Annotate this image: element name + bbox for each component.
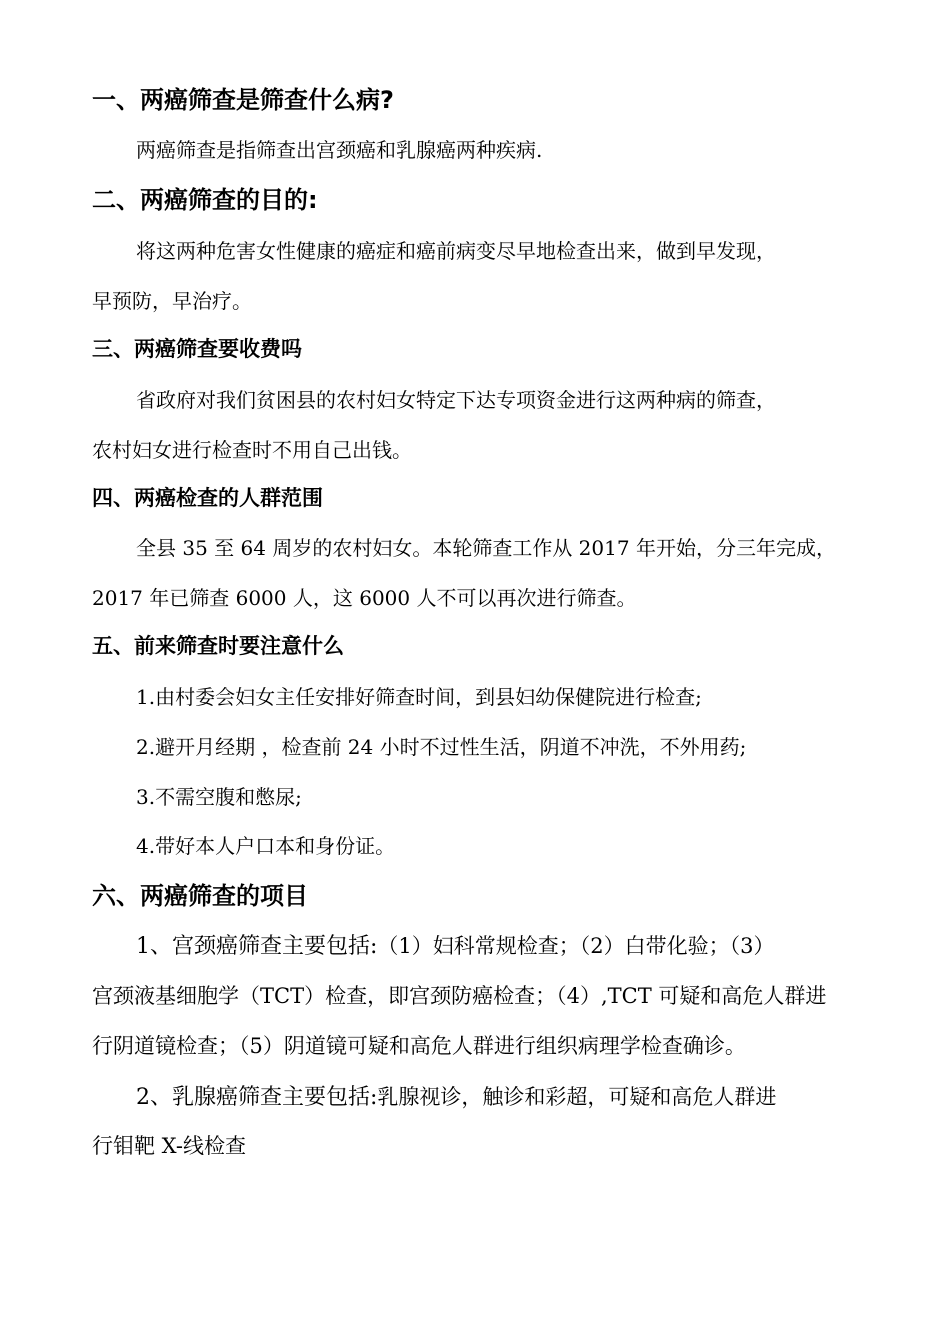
list-item: 3.不需空腹和憋尿; — [136, 785, 302, 809]
paragraph-line: 早预防，早治疗。 — [92, 289, 252, 313]
paragraph-first-line — [136, 929, 775, 960]
item-lead: 2、乳腺癌筛查主要包括: — [136, 1085, 378, 1110]
paragraph-line: 行钼靶 X-线检查 — [92, 1134, 246, 1158]
item-lead: 1、宫颈癌筛查主要包括: — [136, 934, 378, 959]
paragraph-line: 省政府对我们贫困县的农村妇女特定下达专项资金进行这两种病的筛查， — [136, 388, 776, 412]
item-rest: （1）妇科常规检查；（2）白带化验；（3） — [377, 934, 775, 958]
item-rest: 乳腺视诊，触诊和彩超，可疑和高危人群进 — [377, 1085, 777, 1109]
paragraph-first-line — [136, 1080, 776, 1111]
paragraph-line: 农村妇女进行检查时不用自己出钱。 — [92, 438, 412, 462]
paragraph-line: 两癌筛查是指筛查出宫颈癌和乳腺癌两种疾病. — [136, 138, 543, 162]
paragraph-line: 将这两种危害女性健康的癌症和癌前病变尽早地检查出来，做到早发现， — [136, 239, 776, 263]
paragraph-line: 2017 年已筛查 6000 人，这 6000 人不可以再次进行筛查。 — [92, 586, 637, 610]
list-item: 1.由村委会妇女主任安排好筛查时间，到县妇幼保健院进行检查; — [136, 685, 702, 709]
list-item: 4.带好本人户口本和身份证。 — [136, 834, 396, 858]
paragraph-line: 宫颈液基细胞学（TCT）检查，即宫颈防癌检查；（4）,TCT 可疑和高危人群进 — [92, 984, 827, 1008]
list-item: 2.避开月经期 ，检查前 24 小时不过性生活，阴道不冲洗，不外用药; — [136, 735, 747, 759]
paragraph-line: 全县 35 至 64 周岁的农村妇女。本轮筛查工作从 2017 年开始，分三年完成， — [136, 536, 836, 560]
heading-6: 六、两癌筛查的项目 — [92, 882, 308, 910]
heading-4: 四、两癌检查的人群范围 — [92, 486, 323, 510]
paragraph-line: 行阴道镜检查；（5）阴道镜可疑和高危人群进行组织病理学检查确诊。 — [92, 1034, 746, 1058]
heading-3: 三、两癌筛查要收费吗 — [92, 337, 302, 361]
heading-2: 二、两癌筛查的目的: — [92, 186, 318, 214]
heading-1: 一、两癌筛查是筛查什么病? — [92, 86, 394, 114]
heading-5: 五、前来筛查时要注意什么 — [92, 634, 344, 658]
